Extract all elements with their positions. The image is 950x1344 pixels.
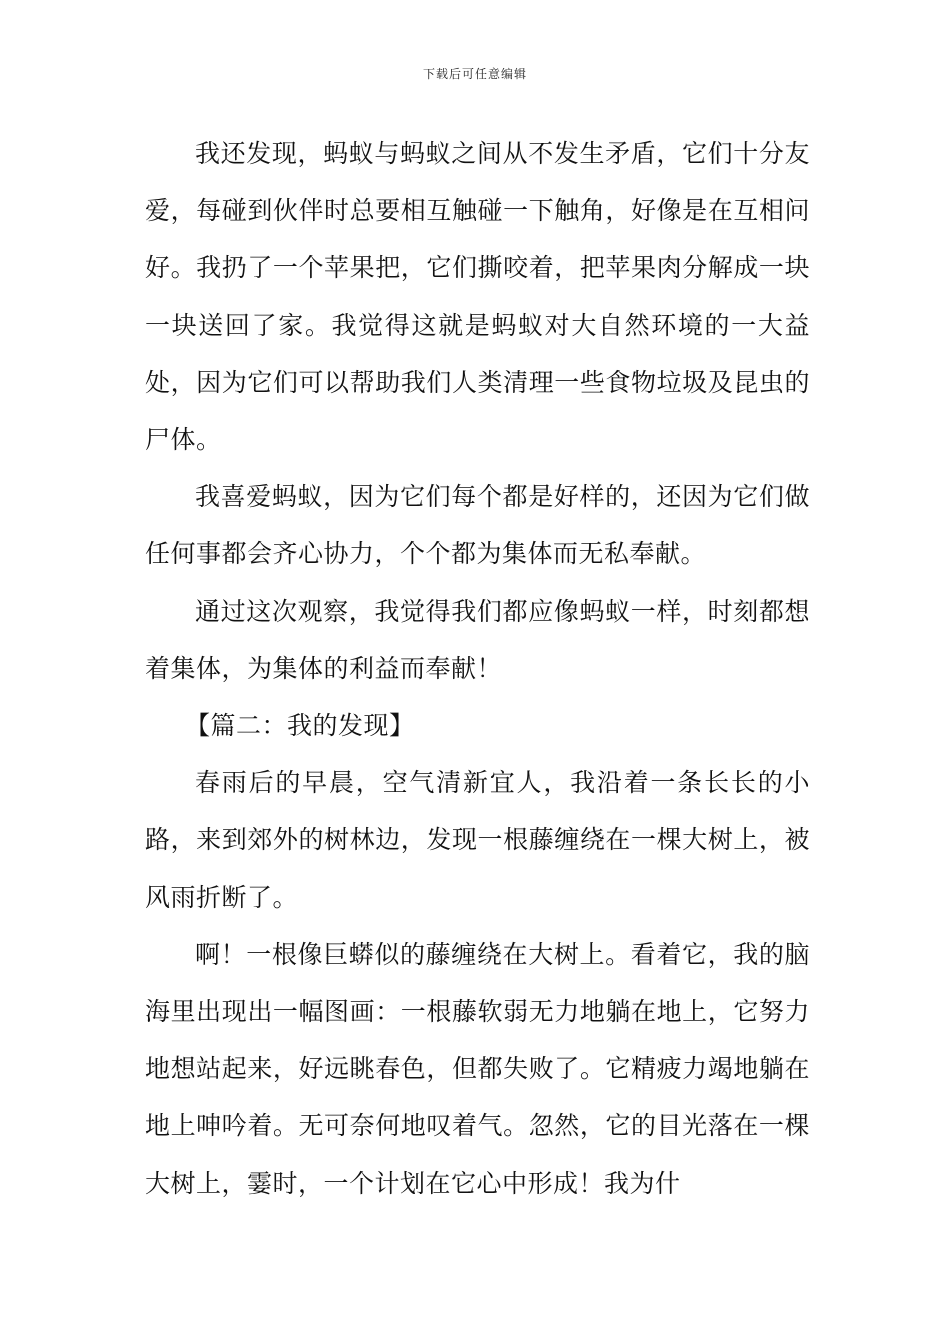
section-heading: 【篇二：我的发现】 — [185, 711, 415, 741]
paragraph: 春雨后的早晨，空气清新宜人，我沿着一条长长的小路，来到郊外的树林边，发现一根藤缠绕在一棵大树上，被风雨折断了。 — [145, 768, 810, 912]
document-body — [145, 125, 810, 1212]
paragraph: 我还发现，蚂蚁与蚂蚁之间从不发生矛盾，它们十分友爱，每碰到伙伴时总要相互触碰一下触角，好像是在互相问好。我扔了一个苹果把，它们撕咬着，把苹果肉分解成一块一块送回了家。我觉得这就是蚂蚁对大自然环境的一大益处，因为它们可以帮助我们人类清理一些食物垃圾及昆虫的尸体。 — [145, 139, 810, 455]
paragraph: 通过这次观察，我觉得我们都应像蚂蚁一样，时刻都想着集体，为集体的利益而奉献！ — [145, 596, 810, 683]
page-header: 下载后可任意编辑 — [422, 67, 527, 81]
paragraph: 啊！一根像巨蟒似的藤缠绕在大树上。看着它，我的脑海里出现出一幅图画：一根藤软弱无力地躺在地上，它努力地想站起来，好远眺春色，但都失败了。它精疲力竭地躺在地上呻吟着。无可奈何地叹着气。忽然，它的目光落在一棵大树上，霎时，一个计划在它心中形成！我为什 — [145, 939, 810, 1198]
paragraph: 我喜爱蚂蚁，因为它们每个都是好样的，还因为它们做任何事都会齐心协力，个个都为集体而无私奉献。 — [145, 482, 810, 569]
